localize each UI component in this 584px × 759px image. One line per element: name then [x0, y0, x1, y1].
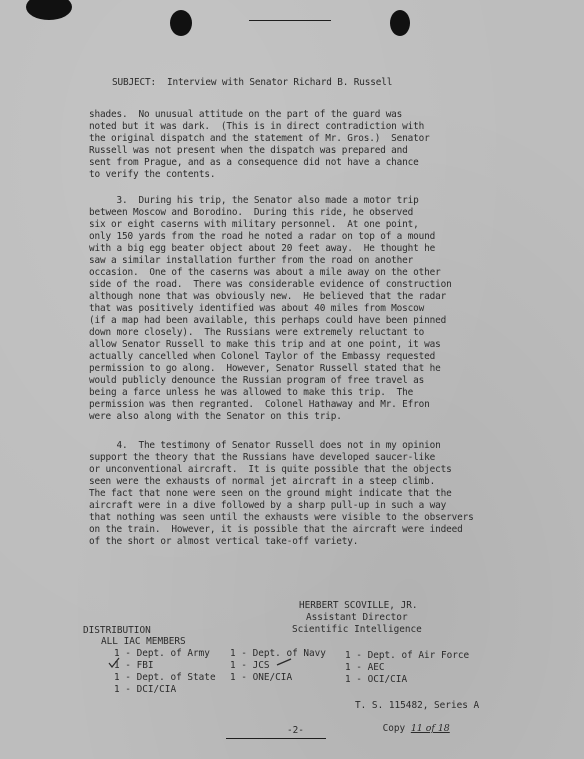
subject-label: SUBJECT:	[111, 77, 156, 88]
punch-hole-mark-left	[26, 0, 72, 20]
text-line: with a big egg beater object about 20 feet away. He thought he	[89, 243, 436, 254]
text-line: shades. No unusual attitude on the part of the guard was	[89, 109, 403, 120]
text-line: being a farce unless he was allowed to make this trip. The	[89, 387, 414, 398]
text-line: between Moscow and Borodino. During this ride, he observed	[89, 207, 414, 218]
distribution-item: 1 - JCS	[230, 660, 270, 671]
distribution-item: 1 - Dept. of Air Force	[345, 650, 470, 661]
paragraph-3	[89, 195, 489, 423]
text-line: although none that was obviously new. He believed that the radar	[89, 291, 447, 302]
text-line: six or eight caserns with military personnel. At one point,	[89, 219, 419, 230]
text-line: saw a similar installation further from the road on another	[89, 255, 414, 266]
signature-office: Scientific Intelligence	[292, 624, 422, 635]
text-line: would publicly denounce the Russian program of free travel as	[89, 375, 425, 386]
distribution-subheading: ALL IAC MEMBERS	[101, 636, 186, 647]
text-line: of the short or almost vertical take-off variety.	[89, 536, 359, 547]
text-line: 4. The testimony of Senator Russell does not in my opinion	[89, 440, 441, 451]
text-line: that nothing was seen until the exhausts were visible to the observers	[89, 512, 474, 523]
distribution-item: 1 - Dept. of Army	[114, 648, 210, 659]
distribution-item: 1 - DCI/CIA	[114, 684, 177, 695]
distribution-item: 1 - Dept. of Navy	[230, 648, 326, 659]
text-line: permission was then regranted. Colonel Hathaway and Mr. Efron	[89, 399, 430, 410]
text-line: only 150 yards from the road he noted a radar on top of a mound	[89, 231, 436, 242]
text-line: sent from Prague, and as a consequence did not have a chance	[89, 157, 419, 168]
header-rule	[249, 20, 331, 21]
text-line: aircraft were in a dive followed by a sharp pull-up in such a way	[89, 500, 447, 511]
signature-title: Assistant Director	[306, 612, 408, 623]
text-line: Russell was not present when the dispatch was prepared and	[89, 145, 408, 156]
distribution-heading: DISTRIBUTION	[83, 625, 151, 636]
punch-hole-mark-center	[170, 10, 192, 36]
distribution-item: 1 - AEC	[345, 662, 385, 673]
copy-handwritten: 11 of 18	[410, 723, 450, 734]
text-line: (if a map had been available, this perhaps could have been pinned	[89, 315, 447, 326]
text-line: side of the road. There was considerable evidence of construction	[89, 279, 452, 290]
subject-text: Interview with Senator Richard B. Russell	[166, 77, 393, 88]
paragraph-4	[89, 440, 489, 548]
footer-rule	[226, 738, 326, 739]
text-line: noted but it was dark. (This is in direct contradiction with	[89, 121, 425, 132]
text-line: to verify the contents.	[89, 169, 216, 180]
text-line: support the theory that the Russians have developed saucer-like	[89, 452, 436, 463]
text-line: the original dispatch and the statement of Mr. Gros.) Senator	[89, 133, 430, 144]
distribution-item: 1 - Dept. of State	[114, 672, 216, 683]
text-line: down more closely). The Russians were extremely reluctant to	[89, 327, 425, 338]
ts-control-number: T. S. 115482, Series A	[355, 700, 480, 711]
text-line: that was positively identified was about 40 miles from Moscow	[89, 303, 425, 314]
text-line: permission to go along. However, Senator Russell stated that he	[89, 363, 441, 374]
checkmark-icon	[108, 657, 120, 669]
checkmark-icon	[276, 657, 292, 667]
text-line: The fact that none were seen on the ground might indicate that the	[89, 488, 452, 499]
copy-label: Copy	[382, 723, 406, 734]
text-line: on the train. However, it is possible that the aircraft were indeed	[89, 524, 463, 535]
page-number: -2-	[287, 725, 304, 736]
text-line: seen were the exhausts of normal jet aircraft in a steep climb.	[89, 476, 436, 487]
signature-name: HERBERT SCOVILLE, JR.	[299, 600, 418, 611]
text-line: 3. During his trip, the Senator also made a motor trip	[89, 195, 419, 206]
copy-number	[360, 711, 450, 747]
paragraph-continued	[89, 109, 489, 181]
text-line: actually cancelled when Colonel Taylor of the Embassy requested	[89, 351, 436, 362]
text-line: occasion. One of the caserns was about a mile away on the other	[89, 267, 441, 278]
text-line: or unconventional aircraft. It is quite possible that the objects	[89, 464, 452, 475]
subject-line	[90, 65, 392, 101]
punch-hole-mark-right	[390, 10, 410, 36]
distribution-item: 1 - FBI	[114, 660, 154, 671]
text-line: were also along with the Senator on this trip.	[89, 411, 342, 422]
distribution-item: 1 - ONE/CIA	[230, 672, 293, 683]
text-line: allow Senator Russell to make this trip and at one point, it was	[89, 339, 441, 350]
distribution-item: 1 - OCI/CIA	[345, 674, 408, 685]
